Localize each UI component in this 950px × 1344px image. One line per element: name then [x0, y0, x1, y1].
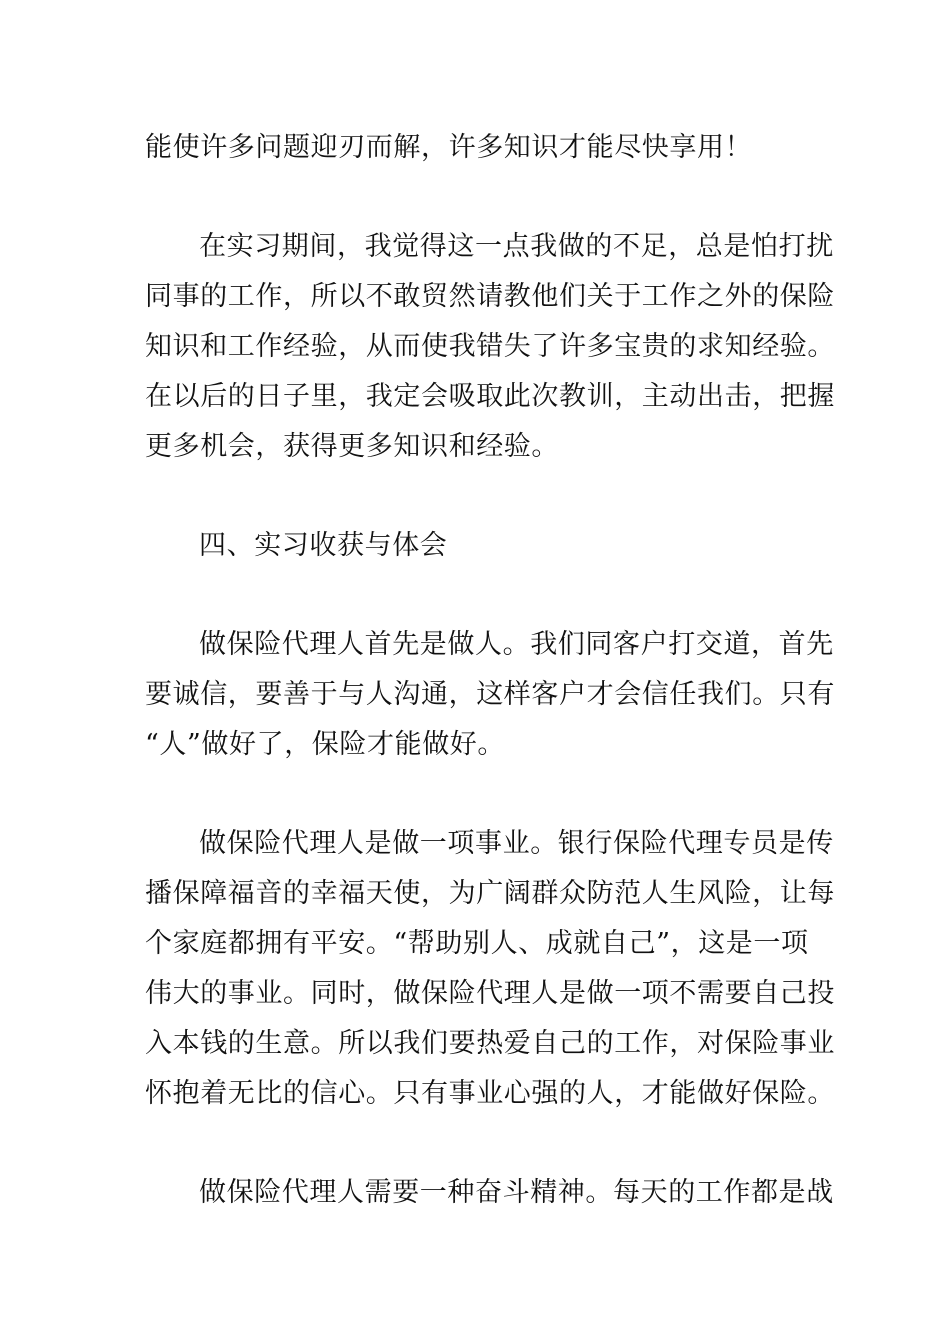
paragraph-line: 伟大的事业。同时，做保险代理人是做一项不需要自己投: [145, 978, 835, 1009]
paragraph-line: 做保险代理人首先是做人。我们同客户打交道，首先: [199, 629, 834, 660]
paragraph-line: 做保险代理人需要一种奋斗精神。每天的工作都是战: [199, 1177, 834, 1208]
paragraph-line: “人”做好了，保险才能做好。: [145, 729, 506, 760]
paragraph-line: 更多机会，获得更多知识和经验。: [145, 431, 559, 462]
paragraph-line: 入本钱的生意。所以我们要热爱自己的工作，对保险事业: [145, 1028, 835, 1059]
paragraph-line: 知识和工作经验，从而使我错失了许多宝贵的求知经验。: [145, 331, 835, 362]
paragraph-continuation-line: 能使许多问题迎刃而解，许多知识才能尽快享用！: [145, 132, 753, 163]
paragraph-line: 在实习期间，我觉得这一点我做的不足，总是怕打扰: [199, 231, 834, 262]
paragraph-line: 要诚信，要善于与人沟通，这样客户才会信任我们。只有: [145, 679, 835, 710]
section-heading: 四、实习收获与体会: [199, 530, 448, 561]
paragraph-line: 同事的工作，所以不敢贸然请教他们关于工作之外的保险: [145, 281, 835, 312]
paragraph-line: 播保障福音的幸福天使，为广阔群众防范人生风险，让每: [145, 878, 835, 909]
paragraph-line: 个家庭都拥有平安。“帮助别人、成就自己”，这是一项: [145, 928, 809, 959]
paragraph-line: 做保险代理人是做一项事业。银行保险代理专员是传: [199, 828, 834, 859]
paragraph-line: 怀抱着无比的信心。只有事业心强的人，才能做好保险。: [145, 1078, 835, 1109]
paragraph-line: 在以后的日子里，我定会吸取此次教训，主动出击，把握: [145, 381, 835, 412]
